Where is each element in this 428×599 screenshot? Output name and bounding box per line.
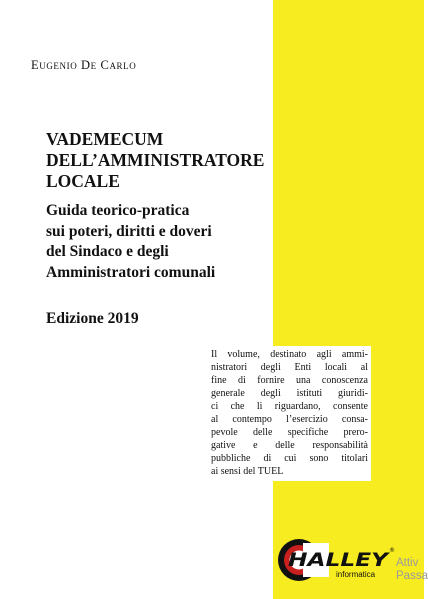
watermark-line: Passa [396, 570, 428, 582]
publisher-logo [276, 535, 410, 585]
blurb-line: ai sensi del TUEL [211, 466, 284, 477]
yellow-band [273, 0, 424, 599]
title-line: LOCALE [46, 171, 120, 191]
author-name: Eugenio De Carlo [31, 58, 137, 72]
subtitle-line: Amministratori comunali [46, 263, 216, 281]
subtitle-line: del Sindaco e degli [46, 243, 169, 260]
blurb-line: pubbliche di cui sono titolari [211, 453, 368, 464]
logo-registered-mark: ® [389, 547, 395, 554]
blurb-line: Il volume, destinato agli ammi- [211, 349, 368, 360]
back-blurb [208, 346, 371, 481]
halley-logo-mark [276, 535, 410, 585]
logo-wordmark: HALLEY [288, 549, 391, 571]
edition-label: Edizione 2019 [46, 310, 139, 327]
logo-tagline: informatica [336, 570, 376, 579]
subtitle-line: sui poteri, diritti e doveri [46, 222, 212, 240]
blurb-line: pevole delle specifiche prero- [211, 427, 368, 438]
blurb-line: fine di fornire una conoscenza [211, 375, 368, 386]
subtitle-line: Guida teorico-pratica [46, 202, 190, 219]
activation-watermark [396, 557, 428, 583]
blurb-line: gative e delle responsabilità [211, 440, 368, 451]
book-title [46, 129, 286, 192]
blurb-line: nistratori degli Enti locali al [211, 362, 368, 373]
title-line: VADEMECUM [46, 129, 164, 149]
book-subtitle [46, 201, 266, 283]
title-line: DELL’AMMINISTRATORE [46, 150, 265, 170]
blurb-line: al contempo l’esercizio consa- [211, 414, 368, 425]
blurb-line: generale degli istituti giuridi- [211, 388, 368, 399]
watermark-line: Attiv [396, 557, 419, 569]
blurb-line: ci che li riguardano, consente [211, 401, 368, 412]
